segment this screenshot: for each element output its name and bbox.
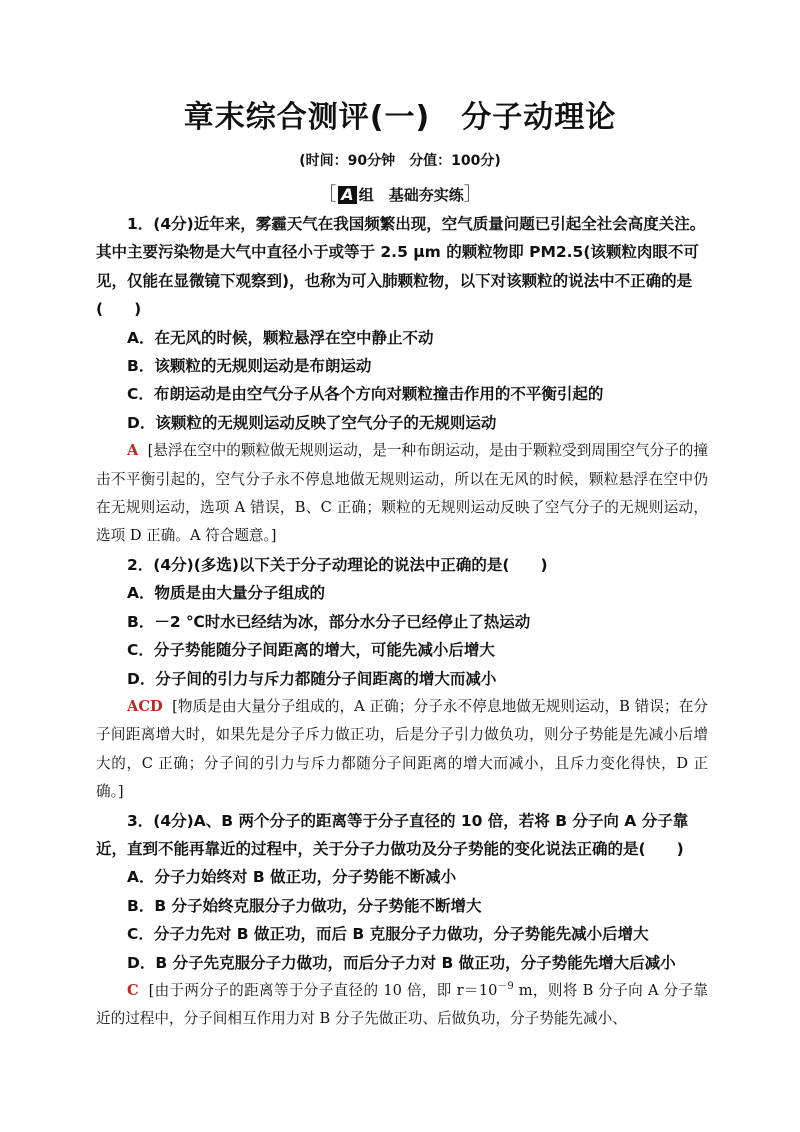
question-2-explanation: [物质是由大量分子组成的，A 正确；分子永不停息地做无规则运动，B 错误；在分子间距离增大时，如果先是分子斥力做正功，后是分子引力做负功，则分子势能是先减小后增大的，C 正确；分子间的引力与斥力都随分子间距离的增大而减小，且斥力变化得快，D 正确。]: [96, 697, 708, 801]
question-1-option-d: D．该颗粒的无规则运动反映了空气分子的无规则运动: [127, 413, 497, 432]
question-1-answer: [96, 437, 708, 551]
question-1-option-c: C．布朗运动是由空气分子从各个方向对颗粒撞击作用的不平衡引起的: [127, 385, 604, 404]
question-2-option-a: A．物质是由大量分子组成的: [127, 584, 325, 603]
right-bracket: ］: [463, 184, 482, 205]
question-3-answer-key: C: [127, 981, 139, 999]
question-3-exponent: －9: [497, 981, 514, 993]
question-3-answer: [96, 977, 708, 1034]
question-2-option-b: B．－2 ℃时水已经结为冰，部分水分子已经停止了热运动: [127, 612, 531, 631]
question-2-answer-key: ACD: [127, 697, 163, 715]
question-2-option-c: C．分子势能随分子间距离的增大，可能先减小后增大: [127, 641, 495, 660]
question-1-stem: 1．(4分)近年来，雾霾天气在我国频繁出现，空气质量问题已引起全社会高度关注。其中主要污染物是大气中直径小于或等于 2.5 μm 的颗粒物即 PM2.5(该颗粒肉眼不可见，仅能在显微镜下观察到)，也称为可入肺颗粒物，以下对该颗粒的说法中不正确的是( ): [96, 215, 706, 319]
question-3-option-c: C．分子力先对 B 做正功，而后 B 克服分子力做功，分子势能先减小后增大: [127, 925, 649, 944]
section-header: [0, 180, 800, 206]
group-a-badge: A: [338, 186, 356, 204]
question-1-option-a: A．在无风的时候，颗粒悬浮在空中静止不动: [127, 328, 434, 347]
question-3-option-b: B．B 分子始终克服分子力做功，分子势能不断增大: [127, 896, 482, 915]
question-3-stem: 3．(4分)A、B 两个分子的距离等于分子直径的 10 倍，若将 B 分子向 A 分子靠近，直到不能再靠近的过程中，关于分子力做功及分子势能的变化说法正确的是( ): [96, 811, 689, 858]
group-label: 组 基础夯实练: [358, 186, 464, 204]
question-2-stem: 2．(4分)(多选)以下关于分子动理论的说法中正确的是( ): [127, 555, 548, 574]
question-3-option-a: A．分子力始终对 B 做正功，分子势能不断减小: [127, 868, 457, 887]
question-3-explanation-rest: m，则将 B 分子向 A 分子靠近的过程中，分子间相互作用力对 B 分子先做正功、后做负功，分子势能先减小、: [96, 981, 708, 1028]
page-title: 章末综合测评(一) 分子动理论: [183, 100, 617, 135]
question-2-option-d: D．分子间的引力与斥力都随分子间距离的增大而减小: [127, 669, 497, 688]
question-3-option-d: D．B 分子先克服分子力做功，而后分子力对 B 做正功，分子势能先增大后减小: [127, 953, 676, 972]
question-1-explanation: [悬浮在空中的颗粒做无规则运动，是一种布朗运动，是由于颗粒受到周围空气分子的撞击不平衡引起的，空气分子永不停息地做无规则运动，所以在无风的时候，颗粒悬浮在空中仍在无规则运动，选项 A 错误，B、C 正确；颗粒的无规则运动反映了空气分子的无规则运动，选项 D 正确。A 符合题意。]: [96, 442, 709, 545]
time-and-score-info: (时间：90分钟 分值：100分): [299, 153, 501, 169]
left-bracket: ［: [318, 184, 337, 205]
question-1-answer-key: A: [127, 442, 139, 460]
question-2-answer: [96, 693, 708, 807]
questions-body: [96, 210, 708, 1034]
question-3-explanation-start: [由于两分子的距离等于分子直径的 10 倍，即 r＝10: [148, 981, 498, 999]
question-1-option-b: B．该颗粒的无规则运动是布朗运动: [127, 357, 372, 376]
